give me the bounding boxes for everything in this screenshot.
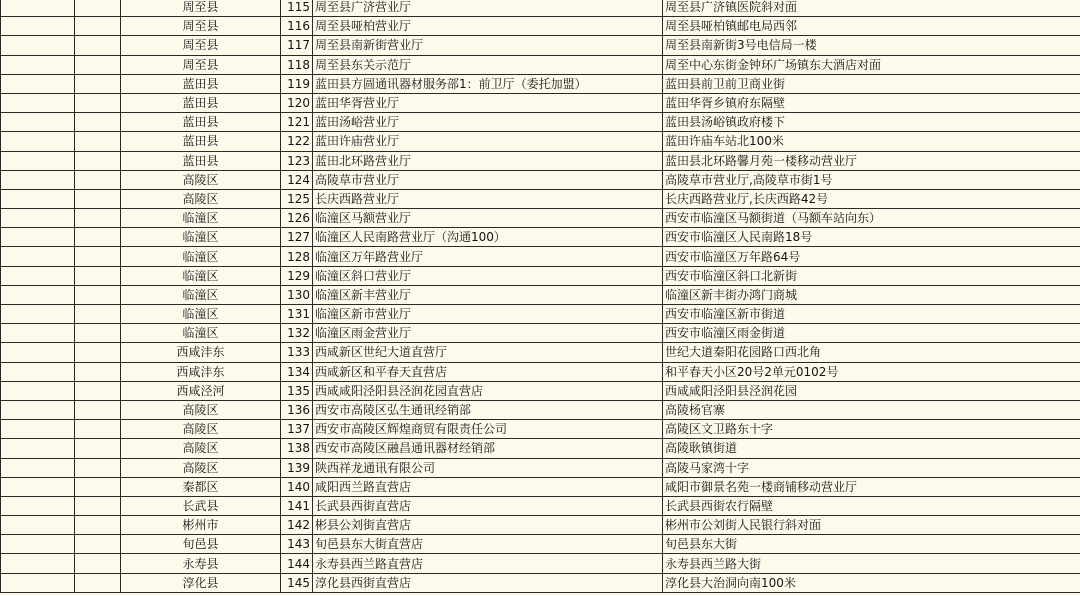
city-merged-cell: [75, 343, 121, 362]
city-merged-cell: [75, 381, 121, 400]
number-cell: 120: [281, 93, 313, 112]
city-merged-cell: [75, 439, 121, 458]
store-name-cell: 西咸新区和平春天直营店: [313, 362, 663, 381]
table-row: [1, 554, 1080, 573]
store-name-cell: 蓝田许庙营业厅: [313, 132, 663, 151]
address-cell: 高陵马家湾十字: [663, 458, 1080, 477]
table-row: [1, 400, 1080, 419]
county-cell: 永寿县: [121, 554, 281, 573]
address-cell: 高陵区文卫路东十字: [663, 420, 1080, 439]
region-merged-cell: [1, 324, 75, 343]
city-merged-cell: [75, 285, 121, 304]
table-body: [1, 0, 1080, 592]
address-cell: 西安市临潼区人民南路18号: [663, 228, 1080, 247]
number-cell: 144: [281, 554, 313, 573]
region-merged-cell: [1, 477, 75, 496]
table-row: [1, 573, 1080, 592]
city-merged-cell: [75, 0, 121, 17]
number-cell: 129: [281, 266, 313, 285]
city-merged-cell: [75, 458, 121, 477]
region-merged-cell: [1, 400, 75, 419]
city-merged-cell: [75, 209, 121, 228]
city-merged-cell: [75, 17, 121, 36]
address-cell: 西安市临潼区马额街道（马额车站向东）: [663, 209, 1080, 228]
region-merged-cell: [1, 496, 75, 515]
store-name-cell: 周至县哑柏营业厅: [313, 17, 663, 36]
store-name-cell: 蓝田北环路营业厅: [313, 151, 663, 170]
county-cell: 临潼区: [121, 324, 281, 343]
store-name-cell: 高陵草市营业厅: [313, 170, 663, 189]
region-merged-cell: [1, 247, 75, 266]
store-name-cell: 永寿县西兰路直营店: [313, 554, 663, 573]
table-row: [1, 189, 1080, 208]
region-merged-cell: [1, 74, 75, 93]
store-name-cell: 淳化县西街直营店: [313, 573, 663, 592]
address-cell: 周至中心东街金钟环广场镇东大酒店对面: [663, 55, 1080, 74]
number-cell: 121: [281, 113, 313, 132]
address-cell: 周至县哑柏镇邮电局西邻: [663, 17, 1080, 36]
region-merged-cell: [1, 209, 75, 228]
region-merged-cell: [1, 420, 75, 439]
address-cell: 和平春天小区20号2单元0102号: [663, 362, 1080, 381]
store-name-cell: 西安市高陵区弘生通讯经销部: [313, 400, 663, 419]
number-cell: 115: [281, 0, 313, 17]
store-name-cell: 临潼区马额营业厅: [313, 209, 663, 228]
region-merged-cell: [1, 285, 75, 304]
county-cell: 西咸沣东: [121, 343, 281, 362]
county-cell: 秦都区: [121, 477, 281, 496]
county-cell: 高陵区: [121, 400, 281, 419]
table-row: [1, 285, 1080, 304]
address-cell: 长庆西路营业厅,长庆西路42号: [663, 189, 1080, 208]
city-merged-cell: [75, 189, 121, 208]
region-merged-cell: [1, 535, 75, 554]
store-name-cell: 长庆西路营业厅: [313, 189, 663, 208]
city-merged-cell: [75, 55, 121, 74]
table-row: [1, 362, 1080, 381]
city-merged-cell: [75, 93, 121, 112]
address-cell: 西安市临潼区万年路64号: [663, 247, 1080, 266]
number-cell: 124: [281, 170, 313, 189]
number-cell: 141: [281, 496, 313, 515]
address-cell: 西安市临潼区斜口北新街: [663, 266, 1080, 285]
number-cell: 125: [281, 189, 313, 208]
address-cell: 蓝田县北环路馨月苑一楼移动营业厅: [663, 151, 1080, 170]
number-cell: 145: [281, 573, 313, 592]
number-cell: 142: [281, 516, 313, 535]
number-cell: 116: [281, 17, 313, 36]
county-cell: 高陵区: [121, 439, 281, 458]
number-cell: 134: [281, 362, 313, 381]
store-name-cell: 西安市高陵区辉煌商贸有限责任公司: [313, 420, 663, 439]
county-cell: 长武县: [121, 496, 281, 515]
county-cell: 彬州市: [121, 516, 281, 535]
table-row: [1, 496, 1080, 515]
table-row: [1, 55, 1080, 74]
county-cell: 高陵区: [121, 458, 281, 477]
region-merged-cell: [1, 132, 75, 151]
store-name-cell: 蓝田汤峪营业厅: [313, 113, 663, 132]
table-row: [1, 36, 1080, 55]
number-cell: 122: [281, 132, 313, 151]
county-cell: 西咸沣东: [121, 362, 281, 381]
county-cell: 临潼区: [121, 305, 281, 324]
store-name-cell: 临潼区雨金营业厅: [313, 324, 663, 343]
table-row: [1, 477, 1080, 496]
region-merged-cell: [1, 55, 75, 74]
number-cell: 130: [281, 285, 313, 304]
city-merged-cell: [75, 516, 121, 535]
number-cell: 133: [281, 343, 313, 362]
region-merged-cell: [1, 573, 75, 592]
city-merged-cell: [75, 228, 121, 247]
number-cell: 126: [281, 209, 313, 228]
address-cell: 西咸咸阳泾阳县泾润花园: [663, 381, 1080, 400]
region-merged-cell: [1, 36, 75, 55]
county-cell: 高陵区: [121, 420, 281, 439]
address-cell: 高陵杨官寨: [663, 400, 1080, 419]
number-cell: 118: [281, 55, 313, 74]
address-cell: 长武县西街农行隔壁: [663, 496, 1080, 515]
store-name-cell: 彬县公刘街直营店: [313, 516, 663, 535]
county-cell: 临潼区: [121, 247, 281, 266]
county-cell: 临潼区: [121, 285, 281, 304]
region-merged-cell: [1, 381, 75, 400]
table-row: [1, 343, 1080, 362]
address-cell: 咸阳市御景名苑一楼商铺移动营业厅: [663, 477, 1080, 496]
number-cell: 137: [281, 420, 313, 439]
table-row: [1, 381, 1080, 400]
region-merged-cell: [1, 458, 75, 477]
city-merged-cell: [75, 573, 121, 592]
address-cell: 高陵草市营业厅,高陵草市街1号: [663, 170, 1080, 189]
number-cell: 132: [281, 324, 313, 343]
region-merged-cell: [1, 266, 75, 285]
address-cell: 淳化县大治洞向南100米: [663, 573, 1080, 592]
table-row: [1, 151, 1080, 170]
number-cell: 135: [281, 381, 313, 400]
region-merged-cell: [1, 17, 75, 36]
address-cell: 彬州市公刘街人民银行斜对面: [663, 516, 1080, 535]
county-cell: 周至县: [121, 0, 281, 17]
table-row: [1, 74, 1080, 93]
store-name-cell: 周至县南新街营业厅: [313, 36, 663, 55]
table-row: [1, 439, 1080, 458]
city-merged-cell: [75, 477, 121, 496]
region-merged-cell: [1, 189, 75, 208]
store-name-cell: 蓝田华胥营业厅: [313, 93, 663, 112]
city-merged-cell: [75, 400, 121, 419]
county-cell: 临潼区: [121, 228, 281, 247]
county-cell: 临潼区: [121, 209, 281, 228]
county-cell: 蓝田县: [121, 93, 281, 112]
county-cell: 蓝田县: [121, 113, 281, 132]
number-cell: 119: [281, 74, 313, 93]
county-cell: 高陵区: [121, 170, 281, 189]
address-cell: 世纪大道秦阳花园路口西北角: [663, 343, 1080, 362]
county-cell: 周至县: [121, 36, 281, 55]
number-cell: 128: [281, 247, 313, 266]
number-cell: 139: [281, 458, 313, 477]
city-merged-cell: [75, 362, 121, 381]
number-cell: 123: [281, 151, 313, 170]
address-cell: 临潼区新丰街办鸿门商城: [663, 285, 1080, 304]
address-cell: 高陵耿镇街道: [663, 439, 1080, 458]
county-cell: 蓝田县: [121, 132, 281, 151]
number-cell: 131: [281, 305, 313, 324]
city-merged-cell: [75, 305, 121, 324]
table-row: [1, 132, 1080, 151]
table-row: [1, 17, 1080, 36]
store-name-cell: 周至县东关示范厅: [313, 55, 663, 74]
table-row: [1, 535, 1080, 554]
city-merged-cell: [75, 74, 121, 93]
address-cell: 西安市临潼区新市街道: [663, 305, 1080, 324]
county-cell: 周至县: [121, 55, 281, 74]
address-cell: 蓝田华胥乡镇府东隔壁: [663, 93, 1080, 112]
store-name-cell: 周至县广济营业厅: [313, 0, 663, 17]
city-merged-cell: [75, 496, 121, 515]
city-merged-cell: [75, 535, 121, 554]
table-row: [1, 305, 1080, 324]
address-cell: 旬邑县东大街: [663, 535, 1080, 554]
region-merged-cell: [1, 93, 75, 112]
table-row: [1, 324, 1080, 343]
store-name-cell: 陕西祥龙通讯有限公司: [313, 458, 663, 477]
number-cell: 136: [281, 400, 313, 419]
table-row: [1, 247, 1080, 266]
city-merged-cell: [75, 420, 121, 439]
store-name-cell: 临潼区新市营业厅: [313, 305, 663, 324]
city-merged-cell: [75, 113, 121, 132]
city-merged-cell: [75, 554, 121, 573]
table-row: [1, 420, 1080, 439]
store-name-cell: 西安市高陵区融昌通讯器材经销部: [313, 439, 663, 458]
address-cell: 西安市临潼区雨金街道: [663, 324, 1080, 343]
county-cell: 周至县: [121, 17, 281, 36]
region-merged-cell: [1, 516, 75, 535]
region-merged-cell: [1, 151, 75, 170]
address-cell: 周至县广济镇医院斜对面: [663, 0, 1080, 17]
store-name-cell: 西咸新区世纪大道直营厅: [313, 343, 663, 362]
region-merged-cell: [1, 113, 75, 132]
region-merged-cell: [1, 362, 75, 381]
table-row: [1, 516, 1080, 535]
region-merged-cell: [1, 228, 75, 247]
address-cell: 蓝田县汤峪镇政府楼下: [663, 113, 1080, 132]
table-row: [1, 93, 1080, 112]
table-row: [1, 0, 1080, 17]
city-merged-cell: [75, 324, 121, 343]
number-cell: 117: [281, 36, 313, 55]
region-merged-cell: [1, 554, 75, 573]
city-merged-cell: [75, 247, 121, 266]
county-cell: 蓝田县: [121, 151, 281, 170]
county-cell: 蓝田县: [121, 74, 281, 93]
store-name-cell: 咸阳西兰路直营店: [313, 477, 663, 496]
region-merged-cell: [1, 170, 75, 189]
number-cell: 140: [281, 477, 313, 496]
address-cell: 永寿县西兰路大街: [663, 554, 1080, 573]
store-name-cell: 临潼区斜口营业厅: [313, 266, 663, 285]
store-name-cell: 西咸咸阳泾阳县泾润花园直营店: [313, 381, 663, 400]
table-row: [1, 170, 1080, 189]
store-name-cell: 临潼区人民南路营业厅（沟通100）: [313, 228, 663, 247]
table-row: [1, 458, 1080, 477]
county-cell: 临潼区: [121, 266, 281, 285]
city-merged-cell: [75, 36, 121, 55]
region-merged-cell: [1, 439, 75, 458]
city-merged-cell: [75, 266, 121, 285]
city-merged-cell: [75, 132, 121, 151]
number-cell: 143: [281, 535, 313, 554]
city-merged-cell: [75, 170, 121, 189]
store-name-cell: 旬邑县东大街直营店: [313, 535, 663, 554]
address-cell: 周至县南新街3号电信局一楼: [663, 36, 1080, 55]
number-cell: 138: [281, 439, 313, 458]
store-name-cell: 临潼区万年路营业厅: [313, 247, 663, 266]
county-cell: 旬邑县: [121, 535, 281, 554]
table-row: [1, 228, 1080, 247]
region-merged-cell: [1, 343, 75, 362]
number-cell: 127: [281, 228, 313, 247]
region-merged-cell: [1, 305, 75, 324]
county-cell: 淳化县: [121, 573, 281, 592]
region-merged-cell: [1, 0, 75, 17]
city-merged-cell: [75, 151, 121, 170]
table-row: [1, 113, 1080, 132]
store-name-cell: 蓝田县方圆通讯器材服务部1：前卫厅（委托加盟）: [313, 74, 663, 93]
table-row: [1, 209, 1080, 228]
store-name-cell: 临潼区新丰营业厅: [313, 285, 663, 304]
store-name-cell: 长武县西街直营店: [313, 496, 663, 515]
table-row: [1, 266, 1080, 285]
county-cell: 西咸泾河: [121, 381, 281, 400]
address-cell: 蓝田县前卫前卫商业街: [663, 74, 1080, 93]
county-cell: 高陵区: [121, 189, 281, 208]
address-cell: 蓝田许庙车站北100米: [663, 132, 1080, 151]
